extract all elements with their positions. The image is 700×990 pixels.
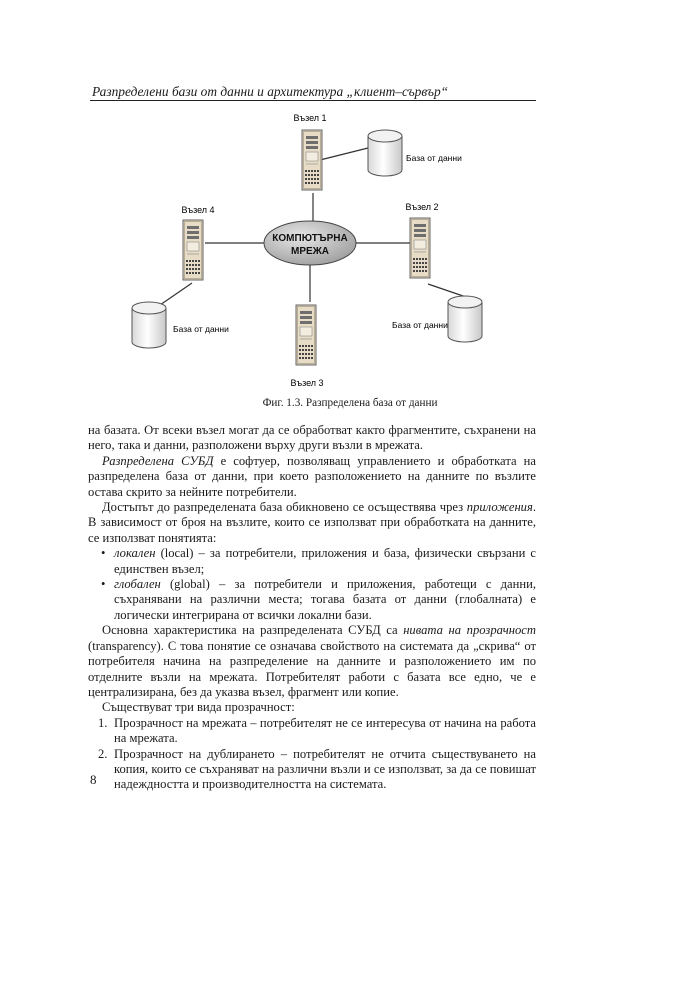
list-item-1: 1. Прозрачност на мрежата – потребителят не се интересува от начина на работа на мрежата. [98, 715, 536, 746]
node-3-label: Възел 3 [290, 378, 324, 388]
figure-caption: Фиг. 1.3. Разпределена база от данни [262, 397, 438, 409]
paragraph-2: Разпределена СУБД е софтуер, позволяващ управлението и обработката на разпределена база от данни, при което разположението на данните по възлите остава скрито за нейните потребители. [88, 453, 537, 499]
database-4-label: База от данни [173, 324, 229, 334]
database-2-label: База от данни [392, 320, 448, 330]
database-1 [368, 130, 462, 176]
body-text [88, 423, 536, 793]
network-node [264, 221, 356, 265]
bullet-item-global: • глобален (global) – за потребители и приложения, работещи с данни, съхранявани на различни места; тогава базата от данни (глобалната) е логически интегрирана от всички локални бази. [101, 577, 536, 622]
database-cylinder-icon [368, 130, 402, 176]
page-number: 8 [90, 772, 97, 787]
running-head: Разпределени бази от данни и архитектура „клиент–сървър“ [92, 84, 449, 99]
bullet-icon: • [101, 546, 106, 561]
database-4 [132, 302, 229, 348]
server-tower-icon [296, 305, 316, 365]
term-transparency: нивата на прозрачност [403, 623, 536, 638]
network-label-line1: КОМПЮТЪРНА [272, 233, 348, 244]
server-tower-icon [302, 130, 322, 190]
term-distributed-dbms: Разпределена СУБД [102, 453, 214, 468]
term-applications: приложения [466, 500, 533, 515]
bullet-item-local: • локален (local) – за потребители, приложения и база, физически свързани с единствен възел; [101, 546, 536, 576]
paragraph-5: Съществуват три вида прозрачност: [102, 700, 295, 715]
database-1-label: База от данни [406, 153, 462, 163]
database-2 [392, 296, 482, 342]
node-3 [290, 305, 323, 388]
server-tower-icon [183, 220, 203, 280]
node-2 [405, 202, 438, 278]
node-1-label: Възел 1 [293, 113, 327, 123]
server-tower-icon [410, 218, 430, 278]
database-cylinder-icon [448, 296, 482, 342]
figure-distributed-db [0, 0, 700, 420]
paragraph-3: Достъпът до разпределената база обикновено се осъществява чрез приложения. В зависимост от броя на възлите, които се използват при обработката на данните, се използват понятията: [88, 500, 536, 545]
paragraph-1: на базата. От всеки възел могат да се обработват както фрагментите, съхранени на него, така и данни, разположени върху други възли в мрежата. [88, 423, 536, 453]
node-1 [293, 113, 326, 190]
node-4-label: Възел 4 [181, 205, 215, 215]
node-2-label: Възел 2 [405, 202, 439, 212]
network-label-line2: МРЕЖА [291, 246, 329, 257]
database-cylinder-icon [132, 302, 166, 348]
list-item-2: 2. Прозрачност на дублирането – потребителят не отчита съществуването на копия, които се съхраняват на различни възли и се използват, за да се повишат надеждността и производителността на системата. [98, 746, 536, 792]
bullet-icon: • [101, 577, 106, 592]
paragraph-4: Основна характеристика на разпределената СУБД са нивата на прозрачност (transparency). С това понятие се означава свойството на системата да „скрива“ от потребителя начина на разпределение на данните и разположението им по отделните възли на мрежата. Потребителят работи с базата все едно, че е централизирана, без да указва възел, фрагмент или копие. [88, 623, 536, 699]
network-diagram [0, 0, 700, 420]
